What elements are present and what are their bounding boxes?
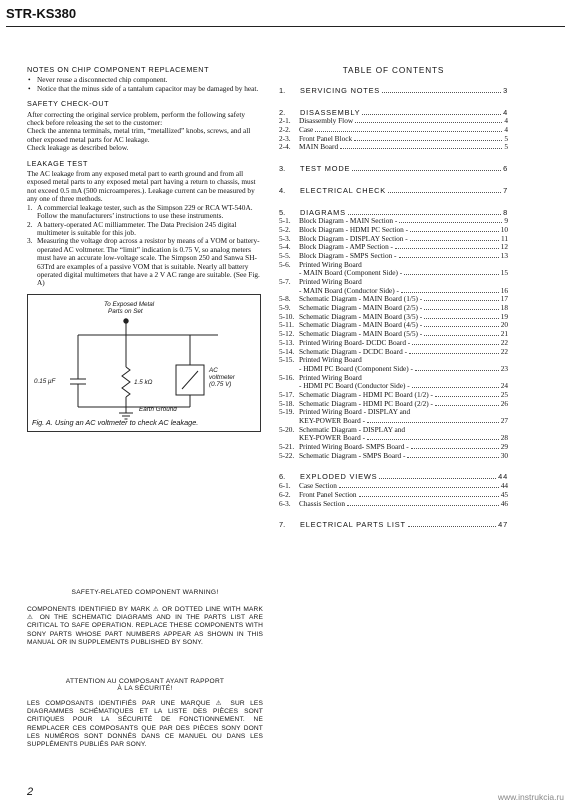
toc-spacer: [279, 174, 508, 187]
toc-entry-label: Schematic Diagram - HDMI PC Board (1/2) -: [299, 389, 433, 399]
toc-entry-number: 5-10.: [279, 311, 295, 321]
toc-subsection-entry[interactable]: [279, 143, 508, 152]
figure-label: To Exposed Metal: [104, 300, 155, 308]
item-number: 1.: [27, 202, 33, 212]
toc-leader-dots: [399, 222, 502, 223]
toc-entry-label: Schematic Diagram - DISPLAY and: [299, 424, 406, 434]
toc-leader-dots: [424, 300, 499, 301]
toc-entry-page: 4: [504, 125, 508, 135]
toc-entry-page: 26: [500, 398, 508, 408]
toc-entry-label: Block Diagram - AMP Section -: [299, 242, 393, 252]
toc-entry-number: 2-4.: [279, 142, 291, 152]
notes-list: [27, 76, 263, 93]
toc-leader-dots: [315, 131, 502, 132]
list-item: • Notice that the minus side of a tantalum capacitor may be damaged by heat.: [27, 85, 263, 93]
toc-leader-dots: [352, 170, 501, 171]
toc-entry-number: 5-18.: [279, 398, 295, 408]
toc-entry-page: 29: [500, 442, 508, 452]
toc-leader-dots: [411, 448, 499, 449]
toc-entry-number: 5-21.: [279, 442, 295, 452]
toc-entry-label: Case Section: [299, 481, 337, 491]
toc-entry-number: 5-17.: [279, 389, 295, 399]
toc-entry-label: Schematic Diagram - MAIN Board (4/5) -: [299, 320, 423, 330]
toc-entry-page: 11: [500, 233, 508, 243]
leakage-heading: LEAKAGE TEST: [27, 158, 88, 168]
list-item: [27, 237, 263, 287]
toc-spacer: [279, 96, 508, 109]
resistor-label: 1.5 kΩ: [134, 378, 153, 386]
item-text: A commercial leakage tester, such as the Simpson 229 or RCA WT-540A. Follow the manufacturers’ instructions to use these instruments.: [37, 202, 253, 221]
toc-entry-page: 30: [500, 450, 508, 460]
toc-entry-number: 5-11.: [279, 320, 294, 330]
toc-leader-dots: [410, 231, 499, 232]
toc-entry-page: 16: [500, 285, 508, 295]
toc-entry-label: Block Diagram - SMPS Section -: [299, 250, 397, 260]
toc-entry-label: - HDMI PC Board (Component Side) -: [299, 363, 413, 373]
toc-entry-page: 20: [500, 320, 508, 330]
toc-leader-dots: [404, 274, 499, 275]
toc-entry-number: 5-12.: [279, 329, 295, 339]
toc-entry-page: 4: [503, 107, 508, 117]
toc-entry-label: Block Diagram - HDMI PC Section -: [299, 224, 409, 234]
toc-leader-dots: [362, 114, 501, 115]
toc-entry-page: 27: [500, 416, 508, 425]
toc-entry-page: 8: [503, 207, 508, 217]
safety-warning-fr: [27, 678, 263, 749]
toc-entry-page: 6: [503, 164, 508, 174]
toc-entry-number: 5-1.: [279, 216, 291, 226]
toc-entry-label: Printed Wiring Board: [299, 259, 362, 269]
toc-entry-page: 46: [500, 498, 508, 508]
toc-entry-page: 24: [500, 381, 508, 391]
toc-entry-page: 28: [500, 433, 508, 443]
model-title: STR-KS380: [6, 6, 77, 21]
item-number: 2.: [27, 219, 33, 229]
toc-entry-number: 5-13.: [279, 337, 295, 347]
toc-section-entry[interactable]: [279, 521, 508, 530]
safety-paragraph: Check leakage as described below.: [27, 143, 129, 153]
warning-title: ATTENTION AU COMPOSANT AYANT RAPPORT: [65, 678, 225, 685]
toc-leader-dots: [395, 248, 499, 249]
toc-entry-page: 13: [500, 250, 508, 260]
toc-entry-label: SERVICING NOTES: [300, 86, 381, 95]
toc-leader-dots: [379, 478, 496, 479]
toc-entry-page: 15: [500, 268, 508, 278]
toc-entry-page: 44: [500, 481, 508, 491]
ground-label: Earth Ground: [139, 405, 177, 413]
toc-entry-label: - HDMI PC Board (Conductor Side) -: [299, 381, 410, 391]
toc-entry-number: 5-14.: [279, 346, 295, 356]
toc-entry-page: 5: [504, 133, 508, 143]
toc-leader-dots: [367, 422, 499, 423]
toc-entry-number: 5-19.: [279, 407, 295, 417]
safety-paragraph: Check the antenna terminals, metal trim, “metallized” knobs, screws, and all other exposed metal parts for AC leakage.: [27, 126, 251, 144]
toc-entry-number: 2-3.: [279, 133, 291, 143]
list-item: [27, 204, 263, 221]
toc-entry-page: 7: [503, 185, 508, 195]
toc-entry-label: Chassis Section: [299, 498, 346, 508]
toc-subsection-entry[interactable]: [279, 117, 508, 126]
toc-leader-dots: [424, 326, 499, 327]
leakage-paragraph: The AC leakage from any exposed metal part to earth ground and from all exposed metal parts to any exposed metal part having a return to chassis, must not exceed 0.5 mA (500 microamperes.). Leakage current can be measured by any one of three methods.: [27, 169, 256, 204]
leakage-methods: [27, 204, 263, 288]
toc-section-entry[interactable]: [279, 87, 508, 96]
toc-entry-label: DISASSEMBLY: [300, 107, 361, 117]
toc-leader-dots: [407, 457, 498, 458]
safety-heading: SAFETY CHECK-OUT: [27, 99, 110, 109]
toc-entry-label: DIAGRAMS: [300, 207, 346, 217]
toc-subsection-entry[interactable]: [279, 452, 508, 461]
safety-paragraph: After correcting the original service problem, perform the following safety check before releasing the set to the customer:: [27, 109, 246, 128]
toc-entry-label: Schematic Diagram - HDMI PC Board (2/2) -: [299, 398, 433, 408]
toc-entry-label: MAIN Board: [299, 142, 339, 152]
toc-entry-label: Printed Wiring Board - DISPLAY and: [299, 407, 411, 417]
figure-a: [27, 294, 261, 432]
toc-entry-number: 6-1.: [279, 481, 291, 491]
toc-entry-label: EXPLODED VIEWS: [300, 472, 378, 482]
toc-section-entry[interactable]: [279, 187, 508, 196]
figure-label: Parts on Set: [108, 307, 143, 315]
toc-entry-label: TEST MODE: [300, 164, 351, 174]
toc-leader-dots: [359, 496, 499, 497]
toc-entry-page: 45: [500, 489, 508, 499]
item-text: Measuring the voltage drop across a resistor by means of a VOM or battery-operated AC voltmeter. The “limit” indication is 0.75 V, so analog meters must have an accurate low-voltage scale. The Simpson 250 and Sanwa SH-63Trd are examples of a passive VOM that is suitable. Nearly all battery operated digital multimeters that have a 2 V AC range are suitable. (See Fig. A): [37, 236, 260, 288]
toc-entry-page: 25: [500, 389, 508, 399]
toc-leader-dots: [415, 370, 499, 371]
toc-entry-page: 10: [500, 224, 508, 234]
toc-leader-dots: [340, 148, 502, 149]
toc-entry-label: Schematic Diagram - MAIN Board (1/5) -: [299, 294, 423, 304]
toc-entry-number: 5-15.: [279, 355, 295, 365]
toc-leader-dots: [367, 439, 499, 440]
toc-entry-number: 5-9.: [279, 303, 291, 313]
warning-title: SAFETY-RELATED COMPONENT WARNING!: [71, 589, 219, 596]
toc-entry-page: 12: [500, 242, 508, 252]
toc-entry-page: 23: [500, 363, 508, 373]
toc-leader-dots: [412, 387, 499, 388]
toc-entry-number: 5-4.: [279, 242, 291, 252]
capacitor-label: 0.15 μF: [34, 377, 56, 385]
toc-entry-number: 2-1.: [279, 116, 291, 126]
warning-title: À LA SÉCURITÉ!: [117, 685, 173, 692]
toc-entry-label: - MAIN Board (Conductor Side) -: [299, 285, 399, 295]
figure-caption: Fig. A. Using an AC voltmeter to check AC leakage.: [32, 418, 199, 428]
toc-entry-number: 2-2.: [279, 125, 291, 135]
toc-entry-number: 5.: [279, 207, 286, 217]
toc-entry-number: 5-7.: [279, 277, 291, 286]
toc-leader-dots: [401, 292, 499, 293]
toc-entry-label: - MAIN Board (Component Side) -: [299, 268, 403, 278]
toc-entry-page: 3: [503, 86, 508, 95]
toc-entry-label: Schematic Diagram - MAIN Board (3/5) -: [299, 311, 423, 321]
voltmeter-label: (0.75 V): [209, 380, 232, 388]
list-item: • Never reuse a disconnected chip component.: [27, 76, 263, 84]
toc-entry-number: 1.: [279, 86, 286, 95]
toc-leader-dots: [382, 92, 501, 93]
toc-section-entry[interactable]: [279, 165, 508, 174]
toc-entry-label: Printed Wiring Board: [299, 355, 362, 365]
toc-leader-dots: [399, 257, 499, 258]
toc-spacer: [279, 196, 508, 209]
toc-leader-dots: [339, 487, 499, 488]
voltmeter-label: voltmeter: [209, 373, 235, 381]
toc-entry-label: Block Diagram - MAIN Section -: [299, 216, 398, 226]
toc-entry-label: ELECTRICAL CHECK: [300, 185, 387, 195]
toc-entry-label: Schematic Diagram - MAIN Board (2/5) -: [299, 303, 423, 313]
warning-text: COMPONENTS IDENTIFIED BY MARK ⚠ OR DOTTED LINE WITH MARK ⚠ ON THE SCHEMATIC DIAGRAMS AND IN THE PARTS LIST ARE CRITICAL TO SAFE OPERATION. REPLACE THESE COMPONENTS WITH SONY PARTS WHOSE PART NUMBERS APPEAR AS SHOWN IN THIS MANUAL OR IN SUPPLEMENTS PUBLISHED BY SONY.: [27, 606, 263, 646]
toc-leader-dots: [410, 240, 499, 241]
watermark: www.instrukcia.ru: [497, 792, 564, 802]
toc-leader-dots: [354, 140, 502, 141]
toc-entries: [279, 87, 508, 530]
toc-leader-dots: [409, 353, 499, 354]
page-number: 2: [27, 786, 34, 798]
toc-entry-label: Printed Wiring Board- SMPS Board -: [299, 442, 409, 452]
toc-leader-dots: [424, 309, 499, 310]
toc-leader-dots: [412, 344, 498, 345]
toc-entry-page: 4: [504, 116, 508, 126]
toc-entry-page: 5: [504, 142, 508, 152]
toc-entry-number: 7.: [279, 520, 286, 530]
item-number: 3.: [27, 236, 33, 246]
toc-entry-label: KEY-POWER Board -: [299, 416, 366, 425]
toc-entry-number: 5-20.: [279, 424, 295, 434]
toc-subsection-entry[interactable]: [279, 500, 508, 509]
toc-entry-page: 21: [500, 329, 508, 339]
toc-entry-number: 5-22.: [279, 450, 295, 460]
table-of-contents: [279, 66, 508, 530]
toc-entry-number: 3.: [279, 164, 286, 174]
toc-leader-dots: [355, 122, 502, 123]
toc-entry-number: 5-16.: [279, 372, 295, 382]
toc-entry-label: KEY-POWER Board -: [299, 433, 366, 443]
voltmeter-label: AC: [209, 366, 218, 374]
toc-title: TABLE OF CONTENTS: [342, 66, 445, 75]
toc-entry-label: Front Panel Section: [299, 489, 357, 499]
notes-heading: NOTES ON CHIP COMPONENT REPLACEMENT: [27, 65, 210, 74]
toc-entry-number: 5-8.: [279, 294, 291, 304]
safety-warning-en: [27, 589, 263, 647]
toc-leader-dots: [435, 396, 499, 397]
list-item: [27, 221, 263, 238]
toc-entry-number: 5-3.: [279, 233, 291, 243]
toc-entry-label: Schematic Diagram - DCDC Board -: [299, 346, 408, 356]
toc-leader-dots: [424, 318, 499, 319]
toc-leader-dots: [408, 526, 496, 527]
toc-entry-page: 44: [498, 472, 508, 482]
toc-entry-label: Disassembly Flow: [299, 116, 354, 126]
toc-entry-number: 5-6.: [279, 259, 291, 269]
toc-entry-label: Printed Wiring Board: [299, 277, 362, 286]
toc-entry-page: 18: [500, 303, 508, 313]
toc-entry-number: 6-2.: [279, 489, 291, 499]
toc-entry-page: 22: [500, 346, 508, 356]
toc-entry-page: 17: [500, 294, 508, 304]
toc-entry-page: 9: [504, 216, 508, 226]
toc-entry-number: 4.: [279, 185, 286, 195]
toc-leader-dots: [424, 335, 499, 336]
toc-entry-page: 19: [500, 311, 508, 321]
toc-entry-label: Printed Wiring Board- DCDC Board -: [299, 337, 411, 347]
left-column: [27, 66, 263, 432]
toc-entry-page: 22: [500, 337, 508, 347]
toc-entry-number: 6.: [279, 472, 286, 482]
toc-entry-label: Schematic Diagram - SMPS Board -: [299, 450, 406, 460]
header-rule: [6, 26, 565, 27]
toc-entry-page: 47: [498, 520, 508, 530]
toc-entry-label: Printed Wiring Board: [299, 372, 362, 382]
toc-entry-number: 5-2.: [279, 224, 291, 234]
warning-text: LES COMPOSANTS IDENTIFIÉS PAR UNE MARQUE ⚠ SUR LES DIAGRAMMES SCHÉMATIQUES ET LA LISTE DES PIÈCES SONT CRITIQUES POUR LA SÉCURITÉ DE FONCTIONNEMENT. NE REMPLACER CES COMPOSANTS QUE PAR DES PIÈCES SONY DONT LES NUMÉROS SONT DONNÉS DANS CE MANUEL OU DANS LES SUPPLÉMENTS PUBLIÉS PAR SONY.: [27, 700, 263, 749]
toc-leader-dots: [347, 505, 499, 506]
toc-entry-label: ELECTRICAL PARTS LIST: [300, 520, 406, 530]
toc-entry-label: Schematic Diagram - MAIN Board (5/5) -: [299, 329, 423, 339]
toc-entry-label: Front Panel Block: [299, 133, 353, 143]
toc-entry-number: 2.: [279, 107, 286, 117]
toc-entry-number: 6-3.: [279, 498, 291, 508]
item-text: A battery-operated AC milliammeter. The Data Precision 245 digital multimeter is suitable for this job.: [37, 219, 237, 237]
toc-entry-label: Block Diagram - DISPLAY Section -: [299, 233, 408, 243]
toc-leader-dots: [435, 405, 499, 406]
toc-entry-label: Case: [299, 125, 314, 135]
toc-entry-number: 5-5.: [279, 250, 291, 260]
toc-leader-dots: [348, 214, 501, 215]
toc-leader-dots: [388, 192, 501, 193]
